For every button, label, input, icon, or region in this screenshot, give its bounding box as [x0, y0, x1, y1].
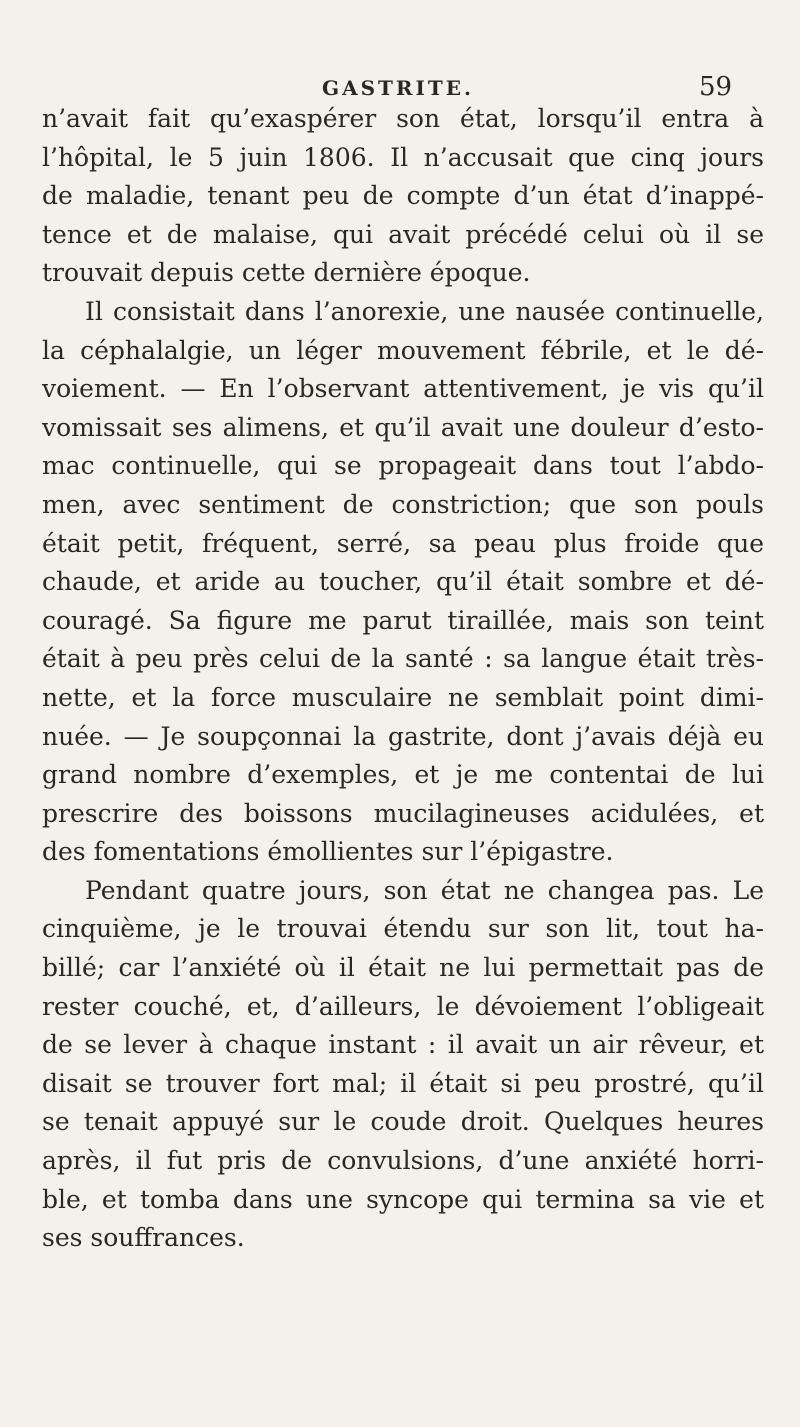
text-line: rester couché, et, d’ailleurs, le dévoiement l’obligeait	[42, 991, 764, 1021]
text-line: voiement. — En l’observant attentivement, je vis qu’il	[42, 374, 764, 404]
text-line: nuée. — Je soupçonnai la gastrite, dont j’avais déjà eu	[42, 721, 764, 751]
text-line: billé; car l’anxiété où il était ne lui permettait pas de	[42, 953, 764, 983]
text-line: des fomentations émollientes sur l’épigastre.	[42, 837, 614, 867]
text-line: ble, et tomba dans une syncope qui termina sa vie et	[42, 1184, 764, 1214]
text-line: prescrire des boissons mucilagineuses acidulées, et	[42, 798, 764, 828]
text-line: tence et de malaise, qui avait précédé celui où il se	[42, 219, 764, 249]
text-line: disait se trouver fort mal; il était si peu prostré, qu’il	[42, 1068, 764, 1098]
text-line: nette, et la force musculaire ne semblait point dimi-	[42, 682, 764, 712]
text-line: se tenait appuyé sur le coude droit. Quelques heures	[42, 1107, 764, 1137]
text-line: de maladie, tenant peu de compte d’un état d’inappé-	[42, 181, 764, 211]
running-title: GASTRITE.	[322, 76, 474, 100]
text-line: après, il fut pris de convulsions, d’une anxiété horri-	[42, 1146, 764, 1176]
text-line: chaude, et aride au toucher, qu’il était sombre et dé-	[42, 567, 764, 597]
text-line: trouvait depuis cette dernière époque.	[42, 258, 531, 288]
text-line: la céphalalgie, un léger mouvement fébrile, et le dé-	[42, 335, 764, 365]
text-line: l’hôpital, le 5 juin 1806. Il n’accusait que cinq jours	[42, 142, 764, 172]
text-line: était petit, fréquent, serré, sa peau plus froide que	[42, 528, 764, 558]
text-line: Pendant quatre jours, son état ne changea pas. Le	[85, 875, 764, 905]
text-line: ses souffrances.	[42, 1223, 245, 1253]
text-line: cinquième, je le trouvai étendu sur son lit, tout ha-	[42, 914, 764, 944]
body-text	[42, 100, 764, 1258]
text-line: mac continuelle, qui se propageait dans tout l’abdo-	[42, 451, 764, 481]
running-head	[0, 72, 800, 102]
text-line: men, avec sentiment de constriction; que son pouls	[42, 489, 764, 519]
text-line: était à peu près celui de la santé : sa langue était très-	[42, 644, 764, 674]
text-line: couragé. Sa figure me parut tiraillée, mais son teint	[42, 605, 764, 635]
text-line: vomissait ses alimens, et qu’il avait une douleur d’esto-	[42, 412, 764, 442]
text-line: grand nombre d’exemples, et je me contentai de lui	[42, 760, 764, 790]
page-number: 59	[699, 72, 733, 102]
text-line: de se lever à chaque instant : il avait un air rêveur, et	[42, 1030, 764, 1060]
text-line: Il consistait dans l’anorexie, une nausée continuelle,	[85, 296, 764, 326]
text-line: n’avait fait qu’exaspérer son état, lorsqu’il entra à	[42, 104, 764, 133]
